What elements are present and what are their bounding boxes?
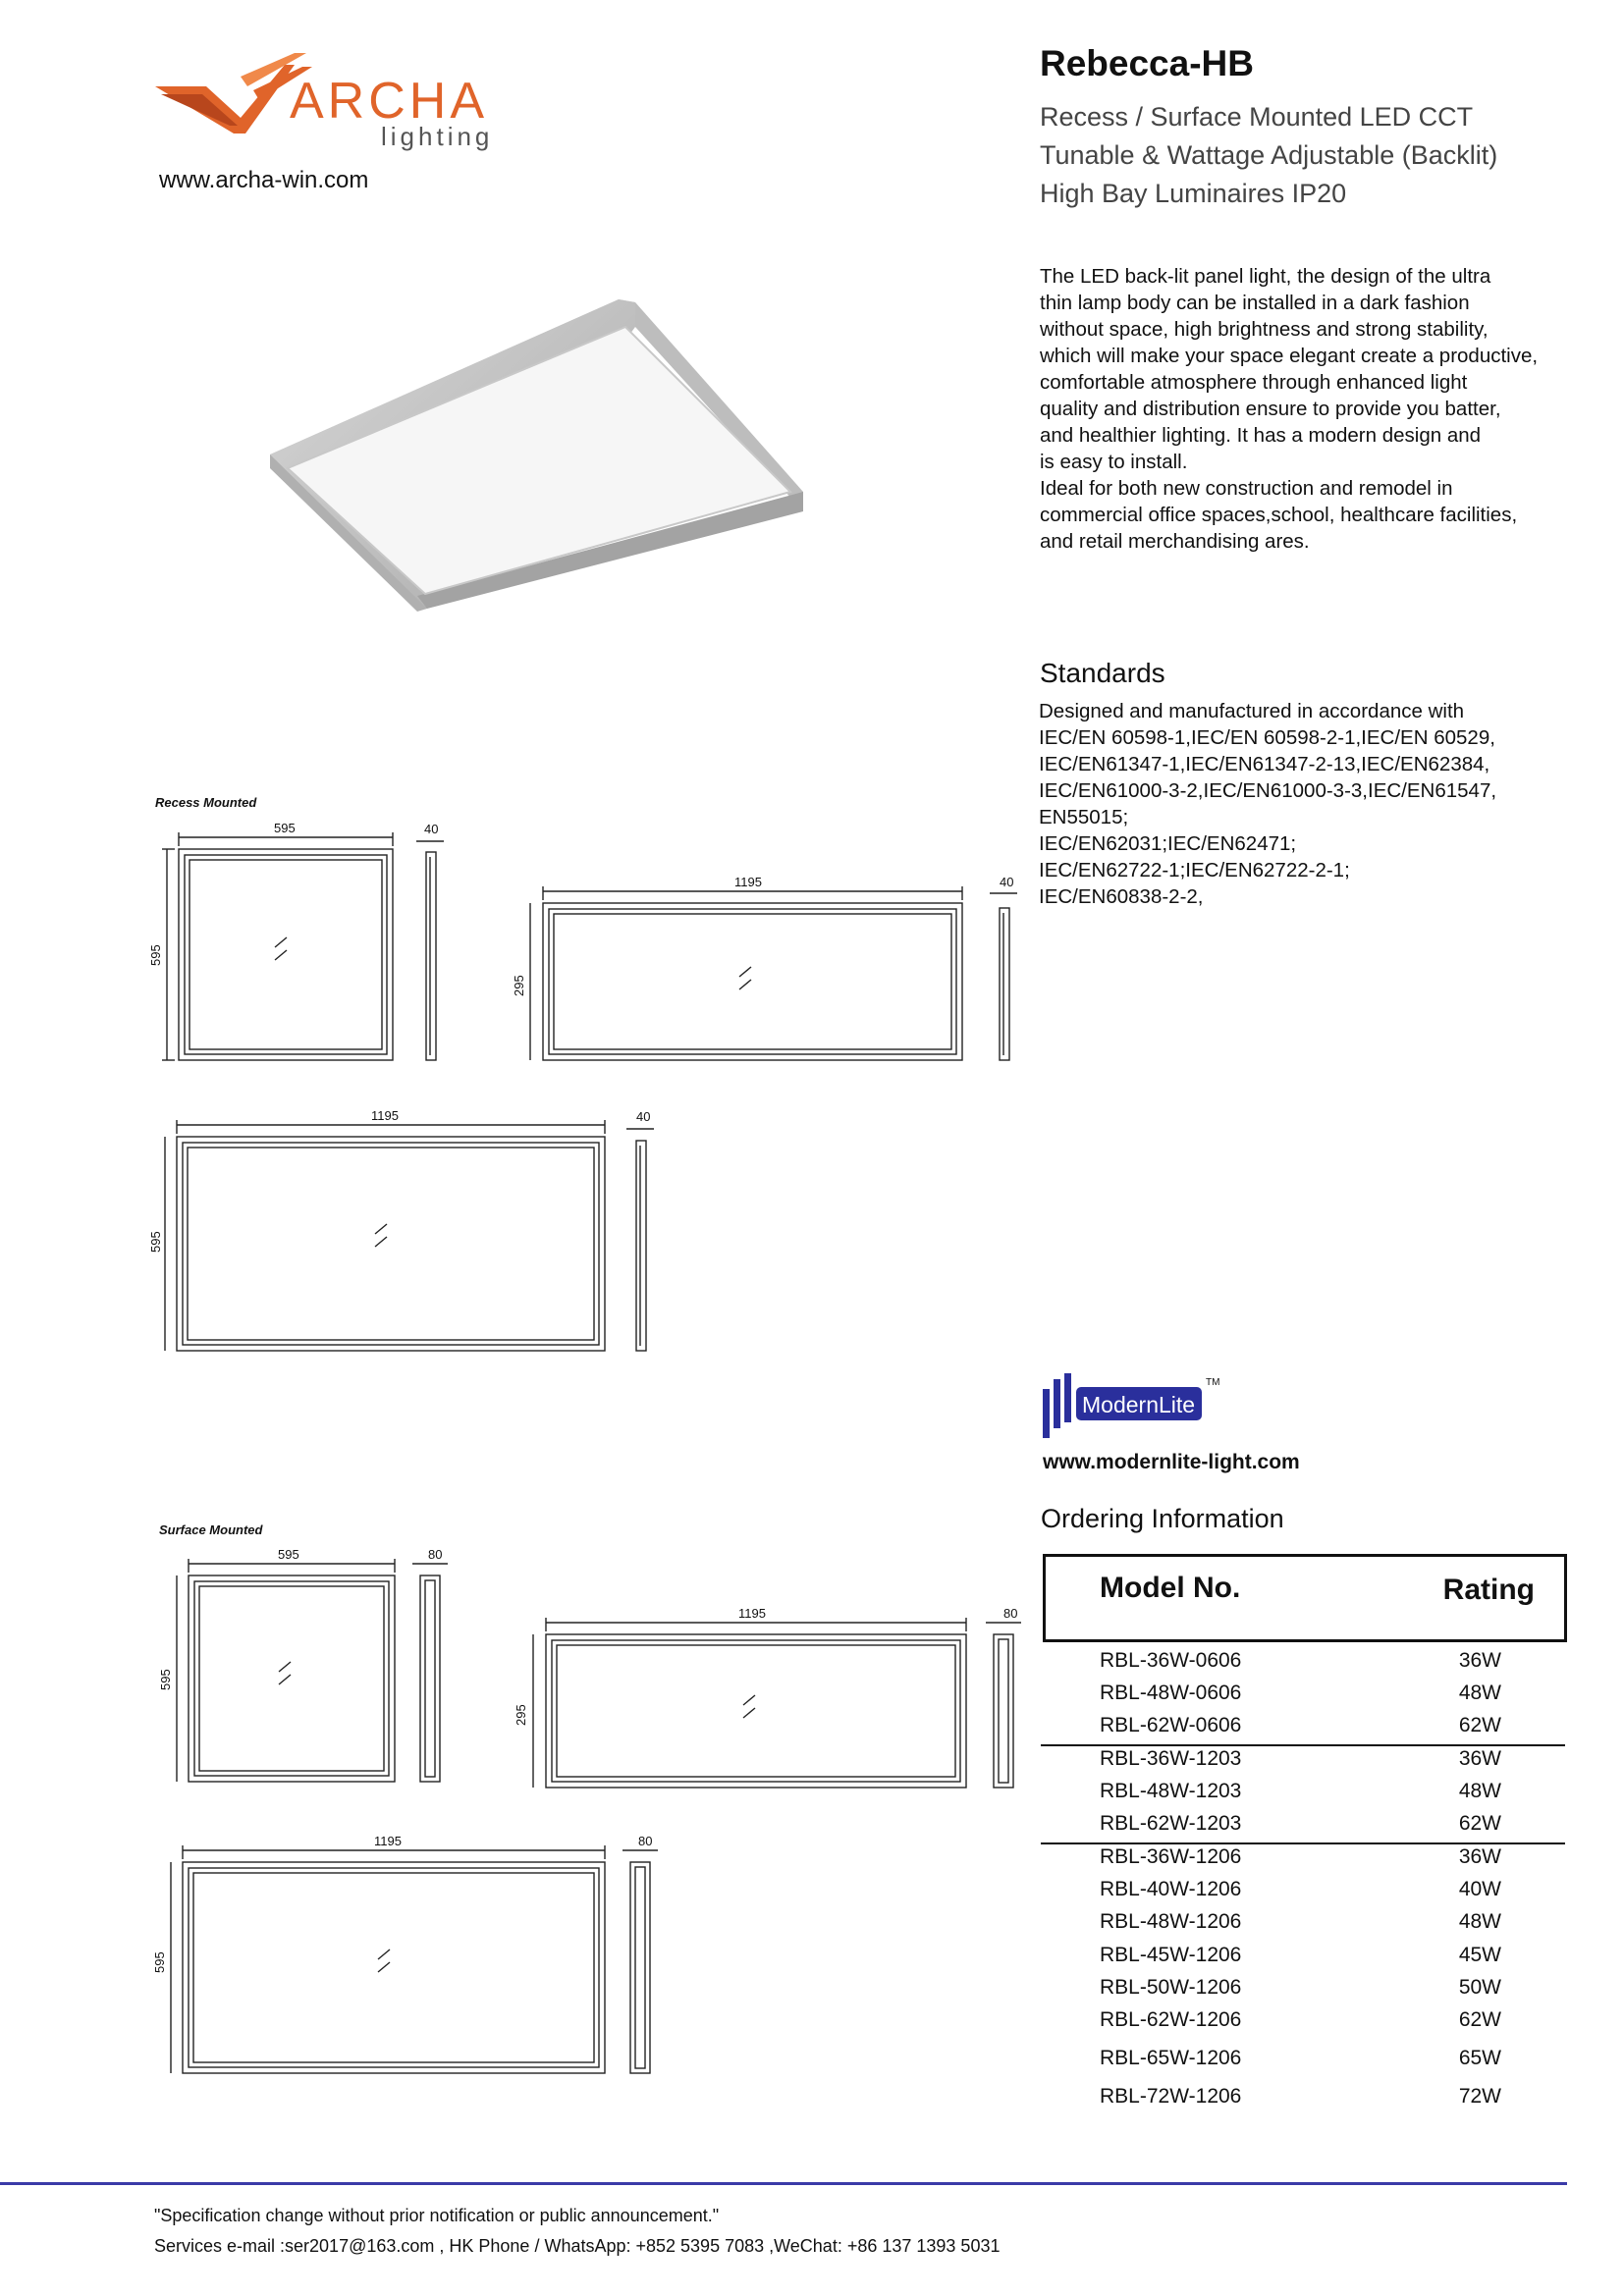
surface-600x600-side-view bbox=[412, 1547, 448, 1782]
rating-cell: 72W bbox=[1458, 2085, 1501, 2108]
table-row bbox=[1043, 1910, 1567, 1940]
archa-brand-text: ARCHA bbox=[290, 73, 489, 130]
description-line: without space, high brightness and strong stability, bbox=[1040, 318, 1489, 341]
model-cell: RBL-50W-1206 bbox=[1100, 1976, 1242, 1999]
dim-label-295: 295 bbox=[512, 975, 526, 996]
surface-1200x300-front-view bbox=[514, 1606, 966, 1788]
model-cell: RBL-48W-0606 bbox=[1100, 1682, 1242, 1704]
standards-line: IEC/EN60838-2-2, bbox=[1039, 885, 1204, 908]
model-cell: RBL-40W-1206 bbox=[1100, 1878, 1242, 1900]
group-divider bbox=[1041, 1744, 1565, 1746]
dim-label-595: 595 bbox=[148, 944, 163, 966]
standards-line: IEC/EN62031;IEC/EN62471; bbox=[1039, 832, 1297, 855]
dim-label-595: 595 bbox=[274, 821, 296, 835]
surface-1200x300-side-view bbox=[986, 1606, 1021, 1788]
rating-cell: 36W bbox=[1458, 1747, 1501, 1770]
dim-label-595: 595 bbox=[152, 1951, 167, 1973]
standards-line: EN55015; bbox=[1039, 806, 1129, 828]
table-row bbox=[1043, 1976, 1567, 2005]
archa-website[interactable]: www.archa-win.com bbox=[159, 167, 369, 193]
subtitle-line: Recess / Surface Mounted LED CCT bbox=[1040, 102, 1474, 132]
column-header-rating: Rating bbox=[1442, 1574, 1535, 1606]
surface-mounted-label: Surface Mounted bbox=[159, 1522, 263, 1537]
model-cell: RBL-72W-1206 bbox=[1100, 2085, 1242, 2108]
model-cell: RBL-62W-1203 bbox=[1100, 1812, 1242, 1835]
modernlite-url[interactable]: www.modernlite-light.com bbox=[1043, 1451, 1300, 1473]
model-cell: RBL-36W-0606 bbox=[1100, 1649, 1242, 1672]
modernlite-bars-icon bbox=[1043, 1373, 1071, 1438]
archa-brand-subtext: lighting bbox=[381, 122, 494, 151]
description-line: quality and distribution ensure to provide you batter, bbox=[1040, 398, 1501, 420]
rating-cell: 50W bbox=[1458, 1976, 1501, 1999]
dim-label-1195: 1195 bbox=[734, 875, 762, 889]
description-line: and retail merchandising ares. bbox=[1040, 530, 1310, 553]
dim-label-295: 295 bbox=[514, 1704, 528, 1726]
rating-cell: 48W bbox=[1458, 1910, 1501, 1933]
rating-cell: 62W bbox=[1458, 2008, 1501, 2031]
recess-600x600-front-view bbox=[148, 821, 393, 1060]
dim-label-1195: 1195 bbox=[371, 1108, 399, 1123]
description-line: Ideal for both new construction and remodel in bbox=[1040, 477, 1453, 500]
dim-label-40: 40 bbox=[636, 1109, 651, 1124]
footer-divider bbox=[0, 2182, 1567, 2185]
model-cell: RBL-36W-1203 bbox=[1100, 1747, 1242, 1770]
modernlite-logo-text: ModernLite bbox=[1082, 1392, 1196, 1417]
table-row bbox=[1043, 1812, 1567, 1842]
surface-1200x600-side-view bbox=[623, 1834, 658, 2073]
rating-cell: 36W bbox=[1458, 1845, 1501, 1868]
dim-label-1195: 1195 bbox=[374, 1834, 402, 1848]
recess-1200x600-side-view bbox=[626, 1109, 654, 1351]
description-line: and healthier lighting. It has a modern design and bbox=[1040, 424, 1482, 447]
ordering-table-header bbox=[1043, 1554, 1567, 1642]
rating-cell: 48W bbox=[1458, 1780, 1501, 1802]
description-line: The LED back-lit panel light, the design of the ultra bbox=[1040, 265, 1491, 288]
model-cell: RBL-36W-1206 bbox=[1100, 1845, 1242, 1868]
rating-cell: 65W bbox=[1458, 2047, 1501, 2069]
recess-1200x300-front-view bbox=[512, 875, 962, 1060]
dim-label-80: 80 bbox=[1003, 1606, 1018, 1621]
dim-label-80: 80 bbox=[638, 1834, 653, 1848]
standards-line: IEC/EN61347-1,IEC/EN61347-2-13,IEC/EN62384, bbox=[1039, 753, 1490, 775]
product-title: Rebecca-HB bbox=[1040, 43, 1254, 83]
recess-1200x600-front-view bbox=[148, 1108, 605, 1351]
standards-line: IEC/EN61000-3-2,IEC/EN61000-3-3,IEC/EN61547, bbox=[1039, 779, 1497, 802]
standards-line: IEC/EN 60598-1,IEC/EN 60598-2-1,IEC/EN 60529, bbox=[1039, 726, 1495, 749]
table-row bbox=[1043, 1944, 1567, 1973]
ordering-heading: Ordering Information bbox=[1041, 1504, 1284, 1533]
table-row bbox=[1043, 2085, 1567, 2114]
subtitle-line: Tunable & Wattage Adjustable (Backlit) bbox=[1040, 140, 1498, 170]
recess-600x600-side-view bbox=[416, 822, 444, 1060]
dim-label-40: 40 bbox=[1000, 875, 1014, 889]
table-row bbox=[1043, 1878, 1567, 1907]
model-cell: RBL-65W-1206 bbox=[1100, 2047, 1242, 2069]
modernlite-tm: TM bbox=[1206, 1377, 1220, 1388]
dim-label-595: 595 bbox=[158, 1669, 173, 1690]
rating-cell: 62W bbox=[1458, 1812, 1501, 1835]
dim-label-595: 595 bbox=[278, 1547, 299, 1562]
dim-label-595: 595 bbox=[148, 1231, 163, 1253]
standards-line: IEC/EN62722-1;IEC/EN62722-2-1; bbox=[1039, 859, 1350, 881]
rating-cell: 36W bbox=[1458, 1649, 1501, 1672]
dim-label-40: 40 bbox=[424, 822, 439, 836]
table-row bbox=[1043, 1747, 1567, 1777]
model-cell: RBL-48W-1206 bbox=[1100, 1910, 1242, 1933]
dim-label-1195: 1195 bbox=[738, 1606, 766, 1621]
footer-contact: Services e-mail :ser2017@163.com , HK Phone / WhatsApp: +852 5395 7083 ,WeChat: +86 137 1393 5031 bbox=[154, 2236, 1001, 2256]
rating-cell: 45W bbox=[1458, 1944, 1501, 1966]
table-row bbox=[1043, 2008, 1567, 2038]
table-row bbox=[1043, 1714, 1567, 1743]
model-cell: RBL-62W-0606 bbox=[1100, 1714, 1242, 1736]
table-row bbox=[1043, 1649, 1567, 1679]
model-cell: RBL-45W-1206 bbox=[1100, 1944, 1242, 1966]
group-divider bbox=[1041, 1842, 1565, 1844]
dim-label-80: 80 bbox=[428, 1547, 443, 1562]
model-cell: RBL-48W-1203 bbox=[1100, 1780, 1242, 1802]
table-row bbox=[1043, 1845, 1567, 1875]
description-line: comfortable atmosphere through enhanced light bbox=[1040, 371, 1468, 394]
standards-heading: Standards bbox=[1040, 658, 1165, 688]
description-line: commercial office spaces,school, healthcare facilities, bbox=[1040, 504, 1518, 526]
column-header-model: Model No. bbox=[1100, 1572, 1241, 1604]
standards-line: Designed and manufactured in accordance with bbox=[1039, 700, 1465, 722]
surface-600x600-front-view bbox=[158, 1547, 395, 1782]
table-row bbox=[1043, 1780, 1567, 1809]
rating-cell: 48W bbox=[1458, 1682, 1501, 1704]
table-row bbox=[1043, 2047, 1567, 2076]
model-cell: RBL-62W-1206 bbox=[1100, 2008, 1242, 2031]
description-line: is easy to install. bbox=[1040, 451, 1188, 473]
rating-cell: 62W bbox=[1458, 1714, 1501, 1736]
footer-disclaimer: "Specification change without prior notification or public announcement." bbox=[154, 2206, 720, 2225]
modernlite-logo bbox=[1043, 1369, 1229, 1443]
recess-1200x300-side-view bbox=[990, 875, 1017, 1060]
description-line: which will make your space elegant create a productive, bbox=[1040, 345, 1539, 367]
rating-cell: 40W bbox=[1458, 1878, 1501, 1900]
surface-1200x600-front-view bbox=[152, 1834, 605, 2073]
description-line: thin lamp body can be installed in a dark fashion bbox=[1040, 292, 1470, 314]
subtitle-line: High Bay Luminaires IP20 bbox=[1040, 179, 1347, 208]
table-row bbox=[1043, 1682, 1567, 1711]
recess-mounted-label: Recess Mounted bbox=[155, 795, 257, 810]
